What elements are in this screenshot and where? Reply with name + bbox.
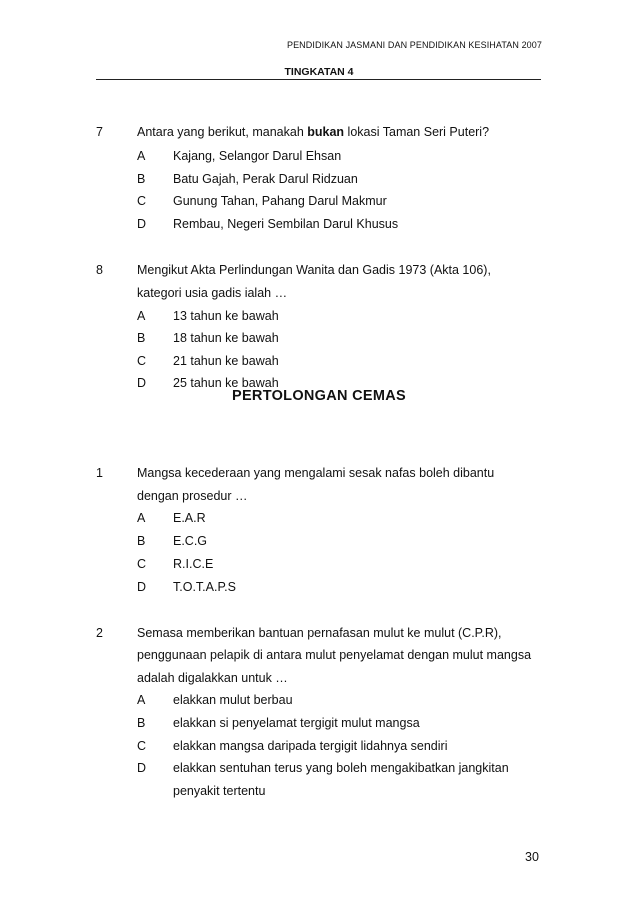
option-text: Gunung Tahan, Pahang Darul Makmur	[173, 194, 387, 208]
stem-text: lokasi Taman Seri Puteri?	[344, 125, 490, 139]
question-number: 2	[96, 626, 103, 640]
header-divider	[96, 79, 541, 80]
option-letter: B	[137, 534, 146, 548]
option-text: 25 tahun ke bawah	[173, 376, 279, 390]
option-text: Rembau, Negeri Sembilan Darul Khusus	[173, 217, 399, 231]
option-letter: C	[137, 557, 147, 571]
question-stem: dengan prosedur …	[137, 489, 248, 503]
question-number: 1	[96, 466, 103, 480]
option-letter: C	[137, 354, 147, 368]
option-letter: A	[137, 693, 146, 707]
option-letter: D	[137, 217, 147, 231]
option-text: elakkan mangsa daripada tergigit lidahnya sendiri	[173, 739, 448, 753]
option-letter: A	[137, 511, 146, 525]
option-text: 18 tahun ke bawah	[173, 331, 279, 345]
stem-emphasis: bukan	[307, 125, 345, 139]
option-text-continuation: penyakit tertentu	[173, 784, 266, 798]
option-letter: C	[137, 194, 147, 208]
option-letter: D	[137, 376, 147, 390]
option-letter: B	[137, 331, 146, 345]
option-text: elakkan si penyelamat tergigit mulut mangsa	[173, 716, 420, 730]
header-subtitle: TINGKATAN 4	[284, 66, 354, 78]
option-letter: B	[137, 172, 146, 186]
option-letter: D	[137, 761, 147, 775]
option-text: Batu Gajah, Perak Darul Ridzuan	[173, 172, 358, 186]
option-text: E.A.R	[173, 511, 206, 525]
option-text: elakkan mulut berbau	[173, 693, 293, 707]
option-text: 13 tahun ke bawah	[173, 309, 279, 323]
question-number: 7	[96, 125, 103, 139]
option-text: T.O.T.A.P.S	[173, 580, 236, 594]
question-stem: kategori usia gadis ialah …	[137, 286, 288, 300]
question-stem: Mengikut Akta Perlindungan Wanita dan Gadis 1973 (Akta 106),	[137, 263, 491, 277]
page-number: 30	[525, 850, 539, 864]
option-text: 21 tahun ke bawah	[173, 354, 279, 368]
option-letter: B	[137, 716, 146, 730]
question-stem: adalah digalakkan untuk …	[137, 671, 288, 685]
question-stem: Mangsa kecederaan yang mengalami sesak nafas boleh dibantu	[137, 466, 495, 480]
option-letter: A	[137, 309, 146, 323]
question-stem: Semasa memberikan bantuan pernafasan mulut ke mulut (C.P.R),	[137, 626, 502, 640]
section-title: PERTOLONGAN CEMAS	[231, 388, 406, 404]
option-letter: A	[137, 149, 146, 163]
stem-text: Antara yang berikut, manakah	[137, 125, 308, 139]
option-text: Kajang, Selangor Darul Ehsan	[173, 149, 342, 163]
header-title: PENDIDIKAN JASMANI DAN PENDIDIKAN KESIHATAN 2007	[286, 40, 542, 50]
option-text: R.I.C.E	[173, 557, 214, 571]
option-text: elakkan sentuhan terus yang boleh mengakibatkan jangkitan	[173, 761, 509, 775]
option-letter: C	[137, 739, 147, 753]
question-number: 8	[96, 263, 103, 277]
option-letter: D	[137, 580, 147, 594]
option-text: E.C.G	[173, 534, 208, 548]
question-stem	[137, 125, 489, 140]
question-stem: penggunaan pelapik di antara mulut penyelamat dengan mulut mangsa	[137, 648, 532, 662]
